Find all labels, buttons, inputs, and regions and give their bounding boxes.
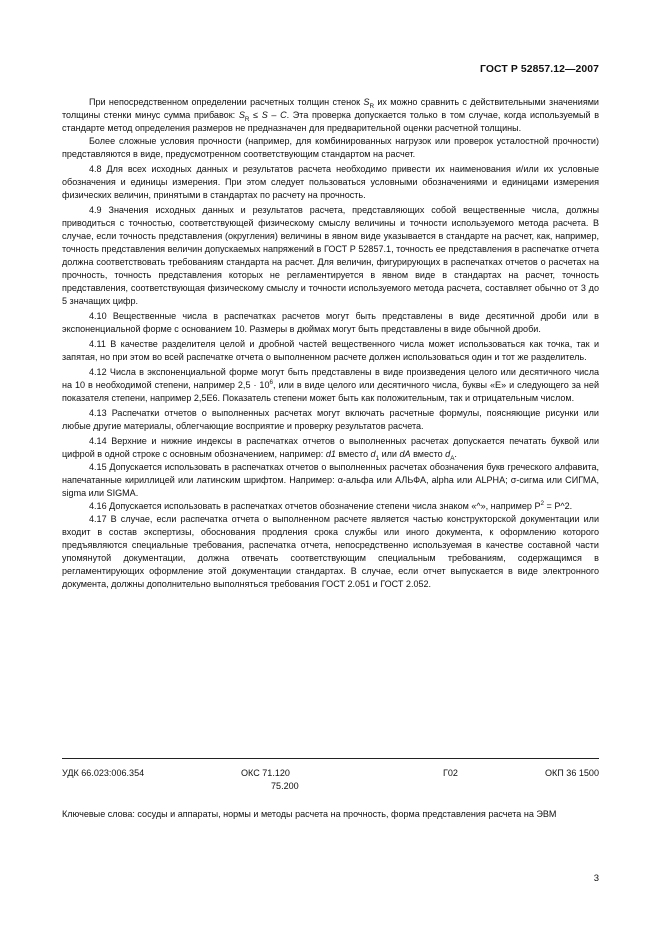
group-code: Г02: [443, 768, 458, 778]
paragraph-4-13: 4.13 Распечатки отчетов о выполненных расчетах могут включать расчетные формулы, поясняющие рисунки или любые другие материалы, облегчающие восприятие и проверку результатов расчета.: [62, 408, 599, 431]
footer-divider: [62, 758, 599, 759]
page-number: 3: [593, 873, 599, 884]
paragraph-4-16: 4.16 Допускается использовать в распечатках отчетов обозначение степени числа знаком «^», например $Р^2$ = Р^2.: [89, 499, 573, 511]
keywords: Ключевые слова: сосуды и аппараты, нормы и методы расчета на прочность, форма представления расчета на ЭВМ: [62, 809, 557, 819]
paragraph-4-8: 4.8 Для всех исходных данных и результатов расчета необходимо привести их наименования и/или их условные обозначения и единицы измерения. При этом следует пользоваться условными обозначениями и единицами измерения физических величин, принятыми в стандартах по расчету на прочность.: [62, 164, 599, 200]
paragraph-4-15: 4.15 Допускается использовать в распечатках отчетов о выполненных расчетах обозначения букв греческого алфавита, напечатанные кириллицей или латинским шрифтом. Например: α-альфа или АЛЬФА, alpha или ALPHA; σ-сигма или СИГМА, sigma или SIGMA.: [62, 462, 599, 498]
udc-code: УДК 66.023:006.354: [62, 768, 145, 778]
main-text: [62, 96, 599, 591]
paragraph-4-17: 4.17 В случае, если распечатка отчета о выполненном расчете является частью конструкторской документации или входит в состав экспертизы, обоснования продления срока службы или иного документа, к оформлению которого предъявляются специальные требования, распечатка отчета, непосредственно используемая в качестве составной части упомянутой документации, должна отвечать соответствующим специальным требованиям, содержащимся в регламентирующих оформление этой документации стандартах. В случае, если отчет выпускается в виде электронного документа, должны дополнительно выполняться требования ГОСТ 2.051 и ГОСТ 2.052.: [62, 514, 599, 589]
paragraph-intro-1: При непосредственном определении расчетных толщин стенок $S_R$ их можно сравнить с действительными значениями толщины стенки минус сумма прибавок: $S_R \le S - C$. Эта проверка допускается только в том случае, когда используемый в стандарте метод определения размеров не предназначен для предварительной оценки расчетной толщины.: [62, 97, 599, 133]
oks-code: [241, 767, 299, 793]
paragraph-4-11: 4.11 В качестве разделителя целой и дробной частей вещественного числа может использоваться как точка, так и запятая, но при этом во всей распечатке отчета о выполненном расчете должен использоваться один и тот же разделитель.: [62, 339, 599, 362]
document-code-header: ГОСТ Р 52857.12—2007: [480, 64, 599, 75]
paragraph-4-14: 4.14 Верхние и нижние индексы в распечатках отчетов о выполненных расчетах допускается печатать буквой или цифрой в одной строке с основным обозначением, например: d1 вместо $d_1$ или dA вместо $d_A$.: [62, 436, 599, 462]
paragraph-4-10: 4.10 Вещественные числа в распечатках расчетов могут быть представлены в виде десятичной дроби или в экспоненциальной форме с основанием 10. Размеры в дюймах могут быть представлены в виде обычной дроби.: [62, 311, 599, 334]
paragraph-4-12: 4.12 Числа в экспоненциальной форме могут быть представлены в виде произведения целого или десятичного числа на 10 в необходимой степени, например $2,5 \cdot 10^6$, или в виде целого или десятичного числа, буквы «Е» и следующего за ней показателя степени, например 2,5Е6. Показатель степени может быть как положительным, так и отрицательным числом.: [62, 367, 600, 403]
paragraph-4-9: 4.9 Значения исходных данных и результатов расчета, представляющих собой вещественные числа, должны приводиться с точностью, соответствующей физическому смыслу величины и точности используемого метода расчета. В случае, если точность представления (округления) величины в явном виде указывается в стандарте на расчет, как, например, точность представления величин допускаемых напряжений в ГОСТ Р 52857.1, точность ее представления в распечатке отчета должна соответствовать требованиям стандарта на расчет. Для величин, фигурирующих в распечатках отчетов о расчетах на прочность, точность представления которых не регламентируется в явном виде в стандартах на расчет, точность представления, соответствующая физическому смыслу и точности используемого метода расчета, составляет обычно от 3 до 5 значащих цифр.: [62, 205, 599, 306]
oks-code-line-1: ОКС 71.120: [241, 768, 290, 778]
okp-code: ОКП 36 1500: [544, 768, 599, 778]
oks-code-line-2: 75.200: [271, 781, 299, 791]
paragraph-intro-2: Более сложные условия прочности (например, для комбинированных нагрузок или проверок усталостной прочности) представляются в виде, предусмотренном соответствующим стандартом на расчет.: [62, 136, 599, 159]
